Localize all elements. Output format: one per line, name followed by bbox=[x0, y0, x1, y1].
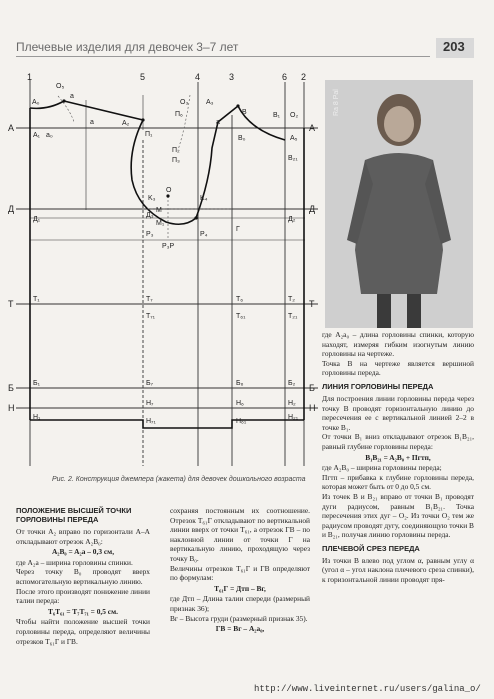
paragraph: Из точки В влево под углом α, равным углу α (угол α – угол наклона плечевого среза спинки), к горизонтальной линии проводят пря- bbox=[322, 555, 474, 585]
side-letter: Д bbox=[309, 204, 316, 214]
point-label: П₂ bbox=[172, 147, 180, 154]
side-letter: Н bbox=[8, 403, 15, 413]
side-letter: Д bbox=[8, 204, 15, 214]
paragraph: где A₂B₀ – ширина горловины переда; bbox=[322, 463, 442, 473]
header-rule bbox=[16, 56, 430, 57]
text-column-left bbox=[16, 506, 150, 646]
paragraph: Через точку B₀ проводят вверх вспомогательную вертикальную линию. bbox=[16, 567, 150, 586]
formula: A₂B₀ = A₂a – 0,3 см, bbox=[51, 547, 115, 557]
point-label: H₂₁ bbox=[288, 414, 299, 421]
side-letter: Б bbox=[8, 383, 14, 393]
side-letter: Б bbox=[309, 383, 315, 393]
point-label: O₃ bbox=[180, 99, 189, 106]
point-label: B₂₁ bbox=[288, 155, 298, 162]
point-label: T₇ bbox=[146, 296, 153, 303]
point-label: A₂ bbox=[122, 120, 130, 127]
photo-girl-in-sweater bbox=[325, 80, 473, 328]
point-label: A₀ bbox=[32, 99, 40, 106]
point-label: Б₆ bbox=[236, 380, 244, 387]
point-label: B₁ bbox=[273, 112, 281, 119]
point-label: T₂ bbox=[288, 296, 295, 303]
point-label: H₆ bbox=[236, 400, 244, 407]
point-label: P₃ bbox=[146, 231, 154, 238]
source-url: http://www.liveinternet.ru/users/galina_o/ bbox=[254, 684, 481, 694]
side-letter: А bbox=[309, 123, 316, 133]
point-label: P₃P bbox=[162, 243, 175, 250]
point-label: П₃ bbox=[172, 157, 180, 164]
page-number: 203 bbox=[443, 39, 465, 54]
point-label: a bbox=[216, 119, 220, 126]
page-header-title: Плечевые изделия для девочек 3–7 лет bbox=[16, 40, 239, 54]
formula: ГВ = Вг – A₂a₀, bbox=[215, 624, 265, 634]
side-letter: Т bbox=[309, 299, 315, 309]
column-number: 2 bbox=[301, 72, 307, 82]
point-label: H₇₁ bbox=[146, 418, 156, 425]
photo-illustration bbox=[325, 80, 473, 328]
column-number: 4 bbox=[195, 72, 201, 82]
point-label: O₂ bbox=[290, 112, 299, 119]
paragraph: От точки A₂ вправо по горизонтали A–A откладывают отрезок A₂B₀: bbox=[16, 527, 150, 546]
section-heading: ЛИНИЯ ГОРЛОВИНЫ ПЕРЕДА bbox=[322, 381, 434, 391]
section-heading: ПЛЕЧЕВОЙ СРЕЗ ПЕРЕДА bbox=[322, 543, 420, 553]
point-label: M bbox=[156, 207, 162, 214]
point-label: A₅ bbox=[290, 135, 298, 142]
paragraph: После этого производят понижение линии талии переда: bbox=[16, 586, 150, 606]
point-label: П₆ bbox=[175, 111, 183, 118]
point-label: Г bbox=[236, 226, 240, 233]
formula: T₆₁Г = Дтп – Вг, bbox=[214, 583, 266, 593]
side-letter: Н bbox=[309, 403, 316, 413]
point-label: a bbox=[70, 93, 74, 100]
point-label: Б₁ bbox=[33, 380, 40, 387]
point-labels bbox=[32, 83, 299, 425]
formula: T₆T₆₁ = T₇T₇₁ = 0,5 см. bbox=[48, 606, 118, 616]
point-label: K₃ bbox=[148, 195, 156, 202]
point-label: Д₃ bbox=[146, 212, 154, 219]
paragraph: где A₂a₀ – длина горловины спинки, которую находят, измеряя гибким изогнутым линию горловины на чертеже. bbox=[322, 330, 474, 359]
paragraph: Точка В на чертеже является вершиной горловины переда. bbox=[322, 358, 474, 378]
text-column-right bbox=[322, 330, 474, 585]
point-label: T₁ bbox=[33, 296, 40, 303]
paragraph: Вг – Высота груди (размерный признак 35). bbox=[170, 613, 308, 623]
side-letter: Т bbox=[8, 299, 14, 309]
point-label: O bbox=[166, 187, 172, 194]
formula: B₁B₂₁ = A₂B₀ + Пгтп, bbox=[365, 452, 431, 462]
column-number: 1 bbox=[27, 72, 33, 82]
point-label: П₁ bbox=[145, 131, 153, 138]
figure-caption: Рис. 2. Конструкция джемпера (жакета) для девочек дошкольного возраста bbox=[52, 476, 306, 483]
point-label: Б₇ bbox=[146, 380, 153, 387]
point-label: A₁ bbox=[33, 132, 41, 139]
point-label: H₇ bbox=[146, 400, 154, 407]
photo-credit: Ra 8 Pal bbox=[333, 89, 340, 116]
paragraph: Из точек В и B₂₁ вправо от точки B₁ проводят дуги радиусом, равным B₁B₂₁. Точка пересечения этих дуг – O₂. Из точки O₂ тем же радиусом проводят дугу, соединяющую точки В и B₂₁, получая линию горловины переда. bbox=[322, 491, 474, 540]
point-label: a bbox=[90, 119, 94, 126]
paragraph: где A₂a – ширина горловины спинки. bbox=[16, 557, 133, 567]
column-number: 3 bbox=[229, 72, 235, 82]
horizontal-lines bbox=[16, 128, 318, 408]
column-number: 5 bbox=[140, 72, 146, 82]
point-label: Д₁ bbox=[33, 216, 41, 223]
paragraph: Величины отрезков T₆₁Г и ГВ определяют по формулам: bbox=[170, 563, 310, 583]
paragraph: где Дтп – Длина талии спереди (размерный признак 36); bbox=[170, 594, 310, 613]
point-label: Д₂ bbox=[288, 216, 296, 223]
point-label: T₆ bbox=[236, 296, 244, 303]
paragraph: От точки B₁ вниз откладывают отрезок B₁B₂₁, равный глубине горловины переда: bbox=[322, 432, 474, 451]
point-label: O₅ bbox=[56, 83, 65, 90]
point-label: T₇₁ bbox=[146, 313, 156, 320]
point-label: P₄ bbox=[200, 231, 208, 238]
point-label: T₂₁ bbox=[288, 313, 298, 320]
point-label: B₀ bbox=[238, 135, 246, 142]
point-label: H₆₁ bbox=[236, 418, 247, 425]
point-label: M₁ bbox=[156, 220, 165, 227]
point-label: A₃ bbox=[206, 99, 214, 106]
paragraph: сохраняя постоянным их соотношение. Отрезок T₆₁Г откладывают по вертикальной линии вверх от точки T₆₁, а отрезок ГВ – по наклонной линии от точки Г на вертикальную линию, проходящую через точку B₀. bbox=[170, 506, 310, 563]
point-label: a₀ bbox=[46, 132, 53, 139]
paragraph: Чтобы найти положение высшей точки горловины переда, определяют величины отрезков T₆₁Г и ГВ. bbox=[16, 617, 150, 646]
point-label: H₁ bbox=[33, 414, 41, 421]
text-column-middle bbox=[170, 506, 310, 635]
pattern-diagram bbox=[0, 62, 320, 474]
paragraph: Для построения линии горловины переда через точку В проводят горизонтальную линию до пересечения ее с вертикальной линией 2–2 в точке B₁. bbox=[322, 393, 474, 432]
paragraph: Пгтп – прибавка к глубине горловины переда, которая может быть от 0 до 0,5 см. bbox=[322, 472, 474, 492]
side-letter: А bbox=[8, 123, 15, 133]
point-label: Б₂ bbox=[288, 380, 296, 387]
point-label: K₄ bbox=[200, 195, 208, 202]
column-numbers bbox=[27, 72, 306, 82]
point-label: H₂ bbox=[288, 400, 296, 407]
section-heading: ПОЛОЖЕНИЕ ВЫСШЕЙ ТОЧКИ ГОРЛОВИНЫ ПЕРЕДА bbox=[16, 506, 132, 524]
point-label: T₆₁ bbox=[236, 313, 246, 320]
side-letters bbox=[8, 123, 316, 413]
pattern-outline bbox=[30, 101, 304, 428]
point-label: B bbox=[242, 109, 247, 116]
column-number: 6 bbox=[282, 72, 288, 82]
